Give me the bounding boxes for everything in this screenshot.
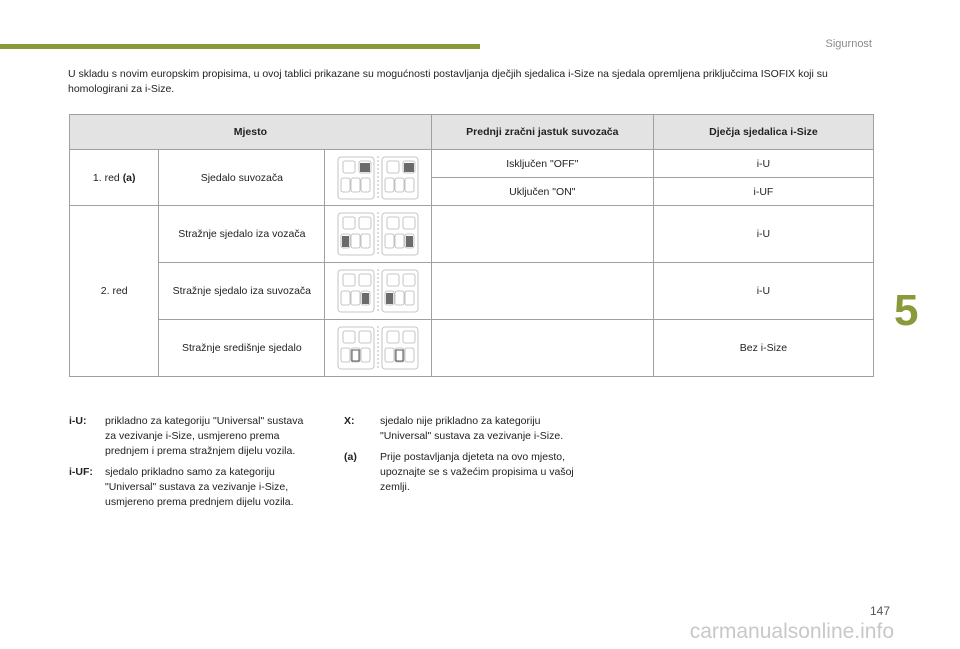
legend-text: sjedalo nije prikladno za kategoriju "Universal" sustava za vezivanje i-Size.: [380, 415, 564, 442]
seat-map-rear-left: [325, 206, 432, 263]
legend-left: [69, 414, 317, 516]
legend-item-iuf: [69, 465, 317, 510]
seat-map-rear-right: [325, 263, 432, 320]
legend-right: [344, 414, 592, 501]
car-seat-map-icon: [333, 324, 423, 372]
legend-text: prikladno za kategoriju "Universal" sustava za vezivanje i-Size, usmjereno prema prednjem i prema stražnjem dijelu vozila.: [105, 415, 304, 457]
seat-behind-driver: Stražnje sjedalo iza vozača: [159, 206, 325, 263]
header-airbag: Prednji zračni jastuk suvozača: [431, 115, 653, 150]
isize-behind-driver: i-U: [653, 206, 873, 263]
legend-item-x: [344, 414, 592, 444]
car-seat-map-icon: [333, 154, 423, 202]
table-row: [70, 263, 874, 320]
intro-paragraph: U skladu s novim europskim propisima, u ovoj tablici prikazane su mogućnosti postavljanja dječjih sjedalica i-Size na sjedala opremljena priključcima ISOFIX koji su homologirani za i-Size.: [68, 68, 828, 95]
legend-text: Prije postavljanja djeteta na ovo mjesto, upoznajte se s važećim propisima u vašoj zemlji.: [380, 451, 574, 493]
car-seat-map-icon: [333, 267, 423, 315]
legend-item-iu: [69, 414, 317, 459]
seat-map-front-passenger: [325, 150, 432, 206]
row-1-label: 1. red (a): [70, 150, 159, 206]
chapter-number: 5: [894, 286, 919, 335]
watermark: carmanualsonline.info: [689, 620, 894, 643]
seat-passenger: Sjedalo suvozača: [159, 150, 325, 206]
isize-off: i-U: [653, 150, 873, 178]
isize-on: i-UF: [653, 178, 873, 206]
airbag-on: Uključen "ON": [431, 178, 653, 206]
section-title: Sigurnost: [825, 38, 872, 50]
car-seat-map-icon: [333, 210, 423, 258]
isize-rear-center: Bez i-Size: [653, 320, 873, 377]
seat-rear-center: Stražnje središnje sjedalo: [159, 320, 325, 377]
legend-item-a: [344, 450, 592, 495]
legend-key: i-U:: [69, 415, 87, 427]
airbag-empty: [431, 320, 653, 377]
row-2-label: 2. red: [70, 206, 159, 377]
airbag-off: Isključen "OFF": [431, 150, 653, 178]
seat-map-rear-center: [325, 320, 432, 377]
page-number: 147: [869, 604, 890, 618]
legend-key: i-UF:: [69, 466, 93, 478]
table-row: [70, 206, 874, 263]
airbag-empty: [431, 263, 653, 320]
seat-behind-passenger: Stražnje sjedalo iza suvozača: [159, 263, 325, 320]
isize-table: [69, 114, 874, 377]
header-place: Mjesto: [70, 115, 432, 150]
legend-key: X:: [344, 415, 355, 427]
table-row: [70, 150, 874, 178]
isize-behind-passenger: i-U: [653, 263, 873, 320]
airbag-empty: [431, 206, 653, 263]
top-accent-bar: [0, 44, 480, 49]
table-header-row: [70, 115, 874, 150]
legend-key: (a): [344, 451, 357, 463]
table-row: [70, 320, 874, 377]
legend-text: sjedalo prikladno samo za kategoriju "Universal" sustava za vezivanje i-Size, usmjereno prema prednjem dijelu vozila.: [105, 466, 294, 508]
header-isize: Dječja sjedalica i-Size: [653, 115, 873, 150]
